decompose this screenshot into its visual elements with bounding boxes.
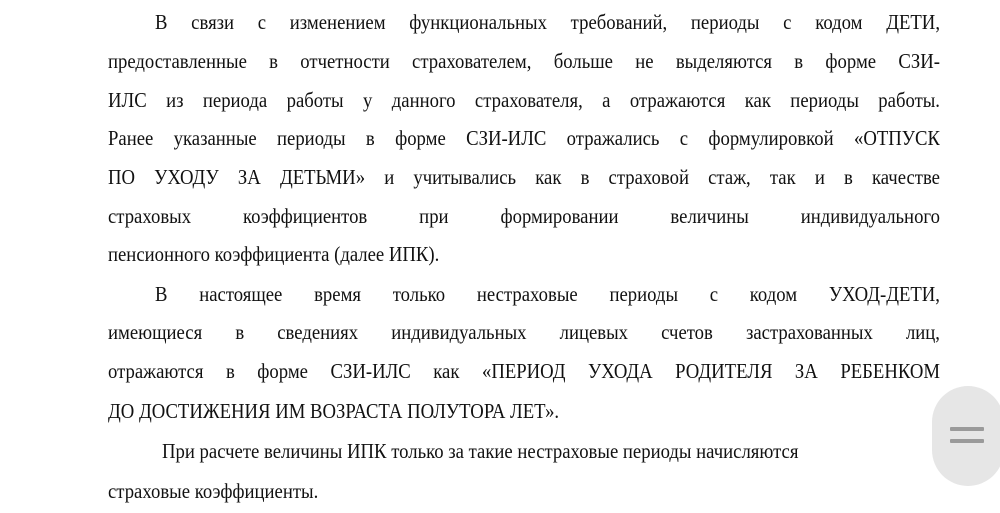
text-line: имеющиеся в сведениях индивидуальных лицевых счетов застрахованных лиц,: [108, 320, 940, 344]
text-line: В настоящее время только нестраховые периоды с кодом УХОД-ДЕТИ,: [155, 282, 940, 306]
paragraph-3-line: [108, 478, 1000, 508]
paragraph-2-line: [108, 398, 1000, 428]
text-line: страховые коэффициенты.: [108, 479, 319, 503]
text-line: Ранее указанные периоды в форме СЗИ-ИЛС отражались с формулировкой «ОТПУСК: [108, 126, 940, 150]
text-line: ПО УХОДУ ЗА ДЕТЬМИ» и учитывались как в страховой стаж, так и в качестве: [108, 165, 940, 189]
drag-handle-icon: [950, 427, 984, 431]
text-line: ИЛС из периода работы у данного страхователя, а отражаются как периоды работы.: [108, 88, 940, 112]
scroll-handle[interactable]: [932, 386, 1000, 486]
paragraph-1-line: [108, 125, 1000, 155]
paragraph-2-line: [108, 319, 1000, 349]
text-line: страховых коэффициентов при формировании величины индивидуального: [108, 204, 940, 228]
paragraph-2-line: [108, 358, 1000, 388]
paragraph-1-line: [108, 203, 1000, 233]
paragraph-1-line: [108, 164, 1000, 194]
text-line: предоставленные в отчетности страхователем, больше не выделяются в форме СЗИ-: [108, 49, 940, 73]
paragraph-1-line: [108, 241, 1000, 271]
text-line: пенсионного коэффициента (далее ИПК).: [108, 242, 440, 266]
paragraph-1-line: [155, 9, 1000, 39]
text-line: В связи с изменением функциональных требований, периоды с кодом ДЕТИ,: [155, 10, 940, 34]
drag-handle-icon: [950, 439, 984, 443]
paragraph-2-line: [155, 281, 1000, 311]
text-line: отражаются в форме СЗИ-ИЛС как «ПЕРИОД УХОДА РОДИТЕЛЯ ЗА РЕБЕНКОМ: [108, 359, 940, 383]
text-line: При расчете величины ИПК только за такие нестраховые периоды начисляются: [162, 439, 799, 463]
text-line: ДО ДОСТИЖЕНИЯ ИМ ВОЗРАСТА ПОЛУТОРА ЛЕТ».: [108, 399, 560, 423]
paragraph-3-line: [162, 438, 935, 468]
paragraph-1-line: [108, 87, 1000, 117]
paragraph-1-line: [108, 48, 1000, 78]
